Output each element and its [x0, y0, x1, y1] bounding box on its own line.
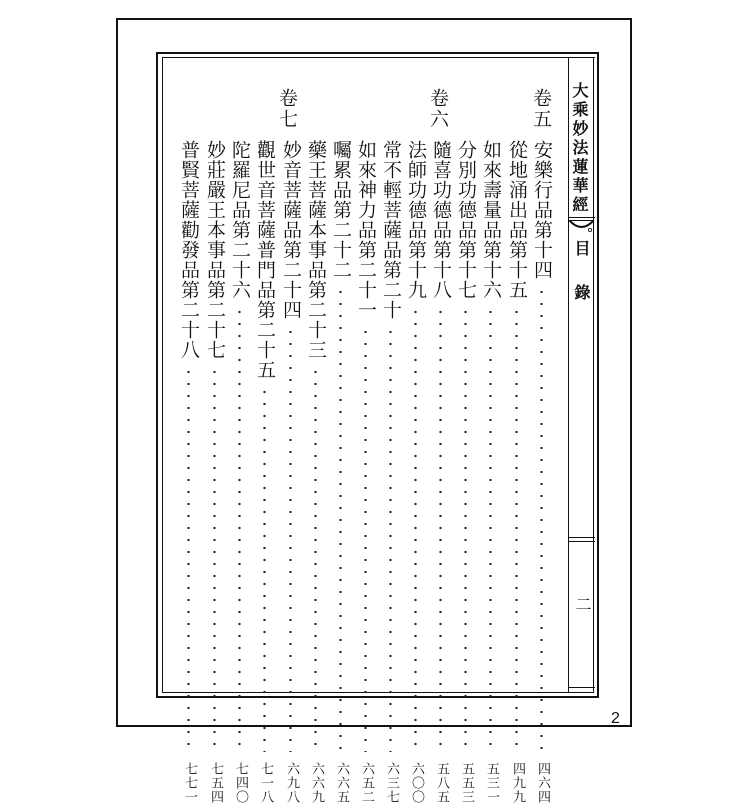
- toc-entry-title: 妙莊嚴王本事品第二十七: [204, 140, 226, 360]
- toc-entry: [480, 140, 502, 804]
- fishtail-ornament-icon: [569, 220, 594, 232]
- toc-entry-title: 如來神力品第二十一: [355, 140, 377, 320]
- leader-dots: [515, 306, 518, 752]
- toc-entry-page: 五三一: [484, 762, 499, 804]
- toc-entry-page: 六六九: [309, 762, 324, 804]
- toc-entry-page: 四九九: [510, 762, 525, 804]
- spine-divider: [569, 541, 595, 542]
- toc-entry-page: 六三七: [384, 762, 399, 804]
- toc-entry: [330, 140, 352, 804]
- leader-dots: [389, 326, 392, 752]
- toc-entry: [455, 140, 477, 804]
- toc-entry: [305, 140, 327, 804]
- toc-entry: [531, 140, 553, 804]
- toc-entry-title: 陀羅尼品第二十六: [229, 140, 251, 300]
- volume-heading: 卷七: [276, 88, 298, 130]
- toc-entry-page: 六五二: [359, 762, 374, 804]
- toc-entry-page: 六九八: [284, 762, 299, 804]
- toc-entry-page: 五五三: [459, 762, 474, 804]
- toc-entry-page: 四六四: [535, 762, 550, 804]
- toc-entry-title: 從地涌出品第十五: [506, 140, 528, 300]
- page-border-inner: [162, 57, 594, 693]
- toc-entry-title: 妙音菩薩品第二十四: [280, 140, 302, 320]
- leader-dots: [364, 326, 367, 752]
- leader-dots: [187, 366, 190, 752]
- toc-entry-page: 六〇〇: [409, 762, 424, 804]
- leader-dots: [314, 366, 317, 752]
- toc-entry: [405, 140, 427, 804]
- toc-entry: [254, 140, 276, 804]
- leader-dots: [489, 306, 492, 752]
- leader-dots: [213, 366, 216, 752]
- toc-entry-page: 七五四: [208, 762, 223, 804]
- toc-entry: [380, 140, 402, 804]
- page-number: 2: [611, 710, 620, 727]
- leader-dots: [414, 306, 417, 752]
- toc-entry-title: 藥王菩薩本事品第二十三: [305, 140, 327, 360]
- section-label: 目錄: [572, 240, 591, 328]
- spine-divider: [569, 687, 595, 688]
- volume-heading: 卷六: [427, 88, 449, 130]
- volume-heading: 卷五: [530, 88, 552, 130]
- toc-entry: [355, 140, 377, 804]
- toc-entry: [430, 140, 452, 804]
- toc-entry-page: 六六五: [334, 762, 349, 804]
- leader-dots: [263, 386, 266, 752]
- toc-entry-title: 安樂行品第十四: [531, 140, 553, 280]
- toc-entry: [178, 140, 200, 804]
- spine-divider: [569, 57, 595, 58]
- toc-entry-title: 觀世音菩薩普門品第二十五: [254, 140, 276, 380]
- spine-page-number: 二: [573, 596, 592, 612]
- leader-dots: [339, 286, 342, 752]
- toc-entry-page: 五八五: [434, 762, 449, 804]
- leader-dots: [289, 326, 292, 752]
- leader-dots: [464, 306, 467, 752]
- toc-entry-page: 七一八: [258, 762, 273, 804]
- spine-divider: [569, 537, 595, 538]
- toc-entry-page: 七四〇: [233, 762, 248, 804]
- toc-entry-title: 如來壽量品第十六: [480, 140, 502, 300]
- toc-entry: [204, 140, 226, 804]
- book-title: 大乘妙法蓮華經: [570, 82, 589, 215]
- toc-entry: [229, 140, 251, 804]
- toc-entry-title: 常不輕菩薩品第二十: [380, 140, 402, 320]
- toc-entry-title: 囑累品第二十二: [330, 140, 352, 280]
- toc-entry: [280, 140, 302, 804]
- toc-entry-title: 分別功德品第十七: [455, 140, 477, 300]
- leader-dots: [238, 306, 241, 752]
- leader-dots: [439, 306, 442, 752]
- spine-divider: [569, 217, 595, 218]
- leader-dots: [540, 286, 543, 752]
- toc-entry-title: 隨喜功德品第十八: [430, 140, 452, 300]
- toc-entry-title: 法師功德品第十九: [405, 140, 427, 300]
- toc-entry-page: 七七一: [182, 762, 197, 804]
- toc-entry-title: 普賢菩薩勸發品第二十八: [178, 140, 200, 360]
- toc-entry: [506, 140, 528, 804]
